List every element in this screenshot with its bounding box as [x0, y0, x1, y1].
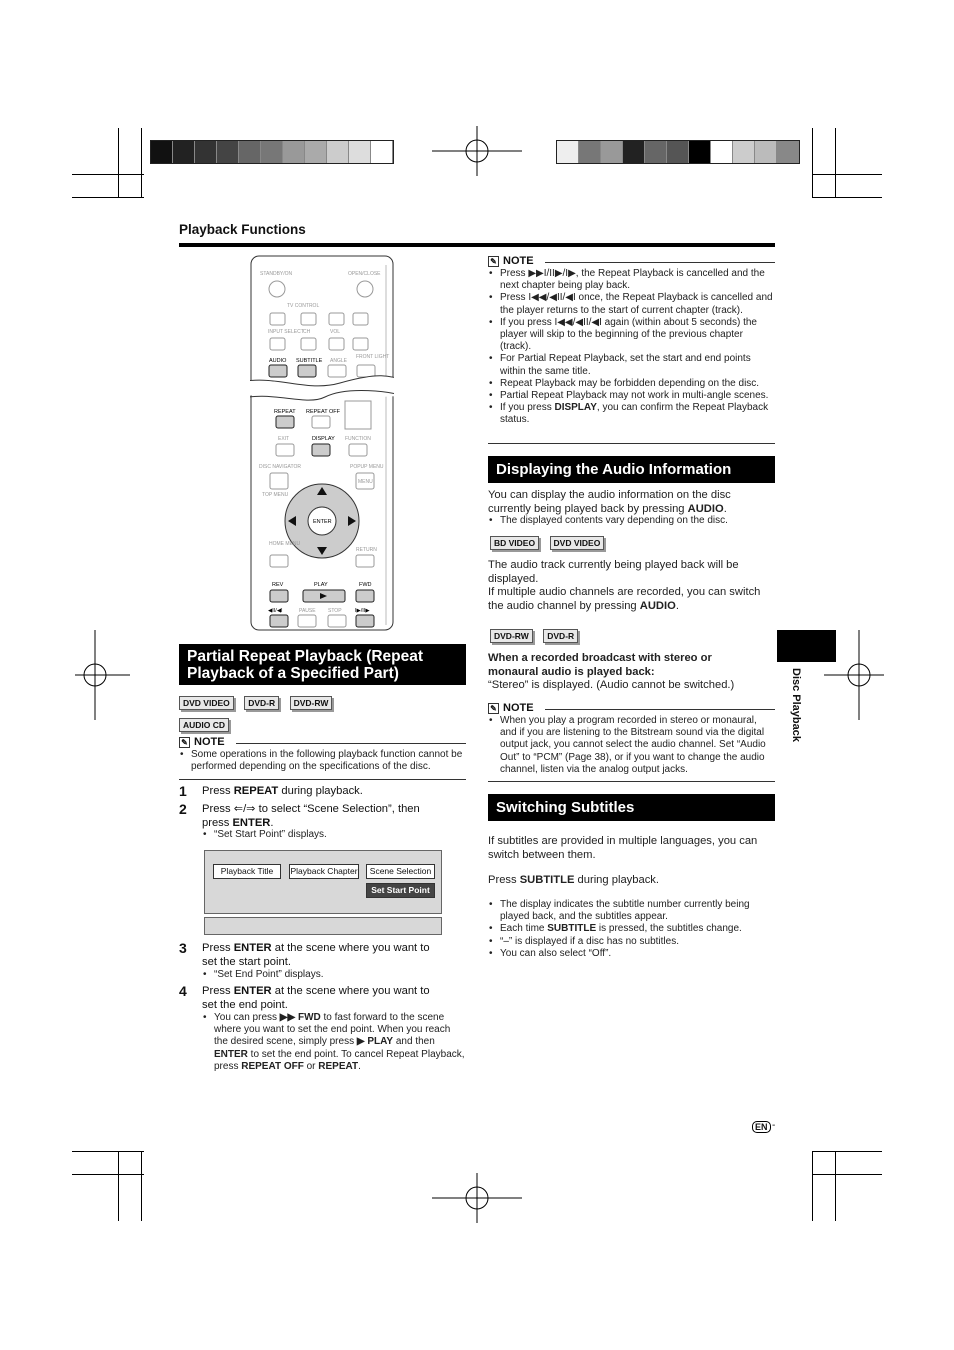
tag-bd-video: BD VIDEO: [490, 536, 539, 550]
label-ch: CH: [303, 329, 311, 335]
step-4-number: 4: [179, 983, 187, 999]
label-repeat-off: REPEAT OFF: [306, 409, 341, 415]
label-fwd: FWD: [359, 582, 372, 588]
label-audio: AUDIO: [269, 358, 287, 364]
list-item: • Each time SUBTITLE is pressed, the subtitles change.: [488, 923, 775, 935]
label-top-menu: TOP MENU: [262, 492, 289, 498]
label-front-light: FRONT LIGHT: [356, 354, 390, 360]
label-pause: PAUSE: [299, 608, 316, 614]
note-rule: [545, 262, 775, 263]
partial-repeat-heading: [179, 644, 466, 685]
osd-scene-selection[interactable]: Scene Selection: [366, 864, 435, 879]
list-item: • Press ▶▶I/II▶/I▶, the Repeat Playback is cancelled and the next chapter being play back.: [488, 268, 775, 292]
partial-repeat-heading-line1: Partial Repeat Playback (Repeat: [187, 648, 424, 665]
divider: [488, 781, 775, 782]
note-label: NOTE: [194, 736, 225, 748]
list-item: • If you press I◀◀/◀II/◀I again (within about 5 seconds) the player will skip to the beginning of the previous chapter (track).: [488, 317, 775, 354]
audio-note-heading: [488, 702, 534, 714]
osd-playback-title[interactable]: Playback Title: [213, 864, 281, 879]
chapter-tab-label: Disc Playback: [790, 668, 802, 742]
label-angle: ANGLE: [330, 358, 347, 364]
tag-audio-cd: AUDIO CD: [179, 718, 229, 732]
note-label: NOTE: [503, 702, 534, 714]
language-badge: EN: [752, 1121, 771, 1133]
step-2-number: 2: [179, 801, 187, 817]
chapter-tab: [777, 630, 836, 662]
step-3-text: Press ENTER at the scene where you want to set the start point.: [202, 942, 430, 968]
subtitles-press: Press SUBTITLE during playback.: [488, 874, 660, 886]
tag-dvd-rw: DVD-RW: [290, 696, 333, 710]
list-item: • When you play a program recorded in stereo or monaural, and if you are listening to the Bitstream sound via the digital output jack, you cannot select the audio channel. Set “Audio Out” to “PCM” (Page 38), or if you want to change the audio channel, listen via the analog output jacks.: [488, 715, 775, 776]
label-return: RETURN: [356, 547, 377, 553]
list-item: • “–” is displayed if a disc has no subtitles.: [488, 936, 775, 948]
label-menu: MENU: [358, 479, 373, 485]
svg-text:I▶/II▶: I▶/II▶: [355, 608, 370, 614]
step-4-text: Press ENTER at the scene where you want to set the end point.: [202, 985, 430, 1011]
label-rev: REV: [272, 582, 284, 588]
page-number-dash: -: [772, 1120, 776, 1131]
label-open-close: OPEN/CLOSE: [348, 271, 381, 277]
list-item: • For Partial Repeat Playback, set the start and end points within the same title.: [488, 353, 775, 377]
audio-info-intro: You can display the audio information on the disc currently being played back by pressing AUDIO.: [488, 489, 731, 515]
header-rule: [179, 243, 775, 247]
osd-playback-chapter[interactable]: Playback Chapter: [289, 864, 359, 879]
list-item: • If you press DISPLAY, you can confirm the Repeat Playback status.: [488, 402, 775, 426]
step-3-number: 3: [179, 940, 187, 956]
divider: [179, 779, 466, 780]
note-rule: [545, 709, 775, 710]
audio-info-body: The audio track currently being played back will be displayed. If multiple audio channels are recorded, you can switch the audio channel by pressing AUDIO.: [488, 559, 761, 612]
label-exit: EXIT: [278, 436, 290, 442]
svg-text:◀II/◀I: ◀II/◀I: [268, 608, 283, 614]
tag-dvd-rw: DVD-RW: [490, 629, 533, 643]
note-icon: ✎: [179, 737, 190, 748]
label-standby: STANDBY/ON: [260, 271, 293, 277]
audio-note-list: [488, 715, 775, 776]
step-3-sub: [202, 969, 466, 981]
list-item: • The displayed contents vary depending on the disc.: [488, 515, 775, 527]
label-repeat: REPEAT: [274, 409, 296, 415]
section-title: Playback Functions: [179, 222, 306, 237]
note-icon: ✎: [488, 703, 499, 714]
step-1-text: Press REPEAT during playback.: [202, 785, 363, 797]
list-item: • Press I◀◀/◀II/◀I once, the Repeat Playback is cancelled and the player returns to the start of current chapter (track).: [488, 292, 775, 316]
label-vol: VOL: [330, 329, 341, 335]
partial-repeat-note-list: [179, 749, 466, 773]
label-display: DISPLAY: [312, 436, 335, 442]
tag-dvd-r: DVD-R: [244, 696, 279, 710]
step-2-text: Press ⇐/⇒ to select “Scene Selection”, then press ENTER.: [202, 803, 420, 829]
label-tv-control: TV CONTROL: [287, 303, 320, 309]
label-enter: ENTER: [313, 519, 332, 525]
tag-dvd-video: DVD VIDEO: [550, 536, 605, 550]
right-note-list: [488, 268, 775, 427]
label-input-select: INPUT SELECT: [268, 329, 304, 335]
note-icon: ✎: [488, 256, 499, 267]
on-screen-menu: [204, 850, 442, 914]
divider: [488, 443, 775, 444]
registration-mark-bottom: [432, 1153, 522, 1243]
list-item: • Some operations in the following playback function cannot be performed depending on the specifications of the disc.: [179, 749, 466, 773]
note-rule: [236, 743, 466, 744]
note-label: NOTE: [503, 255, 534, 267]
calibration-bar-right: [556, 140, 800, 164]
label-home-menu: HOME MENU: [269, 541, 301, 547]
label-function: FUNCTION: [345, 436, 371, 442]
step-4-sub: [202, 1012, 466, 1073]
subtitles-heading: Switching Subtitles: [488, 794, 775, 821]
registration-mark-left: [50, 630, 140, 720]
label-disc-navigator: DISC NAVIGATOR: [259, 464, 301, 470]
label-stop: STOP: [328, 608, 342, 614]
subtitles-intro: If subtitles are provided in multiple languages, you can switch between them.: [488, 835, 758, 861]
remote-control-illustration: [250, 255, 394, 631]
tag-dvd-r: DVD-R: [543, 629, 578, 643]
list-item: • You can press ▶▶ FWD to fast forward to the scene where you want to set the end point. When you reach the desired scene, simply press ▶ PLAY and then ENTER to set the end point. To cancel Repeat Playback, press REPEAT OFF or REPEAT.: [202, 1012, 466, 1073]
list-item: • “Set End Point” displays.: [202, 969, 466, 981]
partial-repeat-disc-tags: [179, 693, 379, 733]
right-note-heading: [488, 255, 534, 267]
list-item: • Partial Repeat Playback may not work in multi-angle scenes.: [488, 390, 775, 402]
label-popup-menu: POPUP MENU: [350, 464, 384, 470]
registration-mark-top: [432, 106, 522, 196]
audio-info-broadcast: When a recorded broadcast with stereo or monaural audio is played back: “Stereo” is displayed. (Audio cannot be switched.): [488, 652, 735, 691]
label-play: PLAY: [314, 582, 328, 588]
tag-dvd-video: DVD VIDEO: [179, 696, 234, 710]
calibration-bar-left: [150, 140, 394, 164]
audio-info-tags-2: [490, 626, 584, 644]
list-item: • You can also select “Off”.: [488, 948, 775, 960]
step-2-sub: [202, 829, 466, 841]
step-1-number: 1: [179, 783, 187, 799]
audio-info-bullet: [488, 515, 775, 527]
osd-status-bar: [204, 917, 442, 935]
list-item: • “Set Start Point” displays.: [202, 829, 466, 841]
partial-repeat-heading-line2: Playback of a Specified Part): [187, 665, 399, 682]
label-subtitle: SUBTITLE: [296, 358, 323, 364]
audio-info-tags-1: [490, 533, 610, 551]
list-item: • The display indicates the subtitle number currently being played back, and the subtitles appear.: [488, 899, 775, 923]
partial-repeat-note-heading: [179, 736, 225, 748]
audio-info-heading: Displaying the Audio Information: [488, 456, 775, 483]
list-item: • Repeat Playback may be forbidden depending on the disc.: [488, 378, 775, 390]
osd-set-start-point[interactable]: Set Start Point: [366, 883, 435, 898]
subtitles-list: [488, 899, 775, 960]
